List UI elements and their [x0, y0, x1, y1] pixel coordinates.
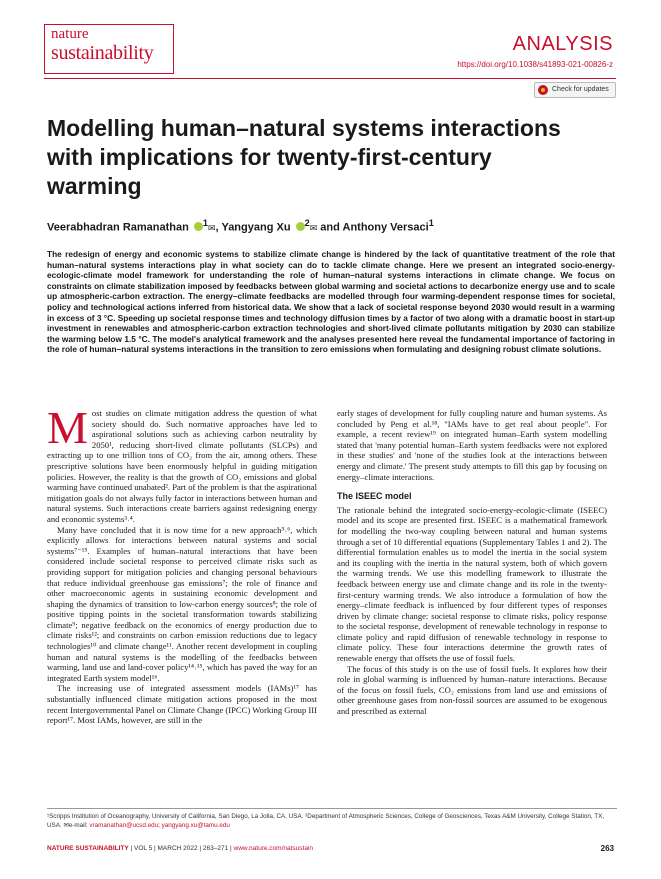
email-icon[interactable]: ✉: [208, 222, 216, 233]
abstract: The redesign of energy and economic systems to stabilize climate change is hindered by the lack of quantitative treatment of the role that human–natural systems interactions play in what society can do to tackle climate change. Here we present an integrated socio-energy-ecologic-climate model framework for understanding the role of human–natural systems interactions in climate change. We focus on constraints on climate stabilization imposed by feedbacks between global warming and societal actions to decarbonize energy use and to scale up atmospheric-carbon extraction. The energy–climate feedbacks are modelled through four warming-dependent response times for societal, policy and technological actions inferred from historical data. We show that a lack of societal response beyond 2030 would result in a warming in excess of 3 °C. Speeding up societal response times and technology diffusion times by a factor of two along with a dramatic boost in start-up investment in renewables and atmospheric-carbon extraction technologies and short-lived climate pollutants mitigation by 2030 can stabilize the warming below 1.5 °C. The model's analytical framework and the analyses presented here reveal the fundamental importance of factoring in the role of human–natural systems interactions in the transition to zero emissions when formulating and designing robust climate solutions.: [47, 249, 615, 355]
crossmark-icon: [538, 85, 548, 95]
section-heading: The ISEEC model: [337, 491, 412, 502]
email-icon[interactable]: ✉: [309, 222, 318, 233]
check-for-updates-label: Check for updates: [552, 86, 609, 93]
check-for-updates-button[interactable]: [534, 82, 616, 98]
paragraph-text: ost studies on climate mitigation address the question of what society should do. Such normative approaches have led to aspirational solutions such as achieving carbon neutrality by 2050¹, reducing short-lived climate pollutants (SLCPs) and extracting up to one trillion tons of CO₂ from the air, among others. These prescriptive solutions have been enormously helpful in guiding mitigation policies. However, the reality is that the growth of CO₂ emissions and global warming have continued unabated². Part of the problem is that the aspirational mitigation goals do not always fully factor in interactions between human and natural systems. Such interactions create barriers against redesigning energy and economic systems³˒⁴.: [47, 408, 317, 524]
body-paragraph: The focus of this study is on the use of fossil fuels. It explores how their role in global warming is influenced by human–nature interactions. Because of the focus on fossil fuels, CO₂ emissions from land use and emissions of other greenhouse gases from non-fossil sources are assumed to be exogenous and prescribed as external: [337, 663, 607, 717]
page-footer: [47, 845, 313, 852]
author-name[interactable]: and Anthony Versaci: [317, 221, 429, 234]
body-column-left: [47, 402, 317, 726]
body-paragraph: [47, 402, 317, 525]
page-number: 263: [600, 844, 614, 853]
header-divider: [44, 78, 616, 79]
email-separator: ;: [158, 822, 162, 829]
footer-issue: | VOL 5 | MARCH 2022 | 263–271 |: [128, 845, 234, 852]
drop-cap: M: [47, 402, 88, 453]
affiliation-marker: 1: [428, 218, 434, 228]
author-name[interactable]: Veerabhadran Ramanathan: [47, 221, 189, 234]
affiliations-footnote: [47, 812, 617, 830]
journal-logo: [44, 24, 174, 74]
email-link[interactable]: yangyang.xu@tamu.edu: [161, 822, 230, 829]
affiliation-marker: 2: [304, 218, 310, 228]
author-list: [47, 218, 434, 234]
body-paragraph: The increasing use of integrated assessment models (IAMs)¹⁷ has substantially influenced climate mitigation actions proposed in the most recent Intergovernmental Panel on Climate Change (IPCC) Working Group III report¹⁷. Most IAMs, however, are still in the: [47, 683, 317, 726]
body-paragraph: The rationale behind the integrated socio-energy-ecologic-climate (ISEEC) model and its scope are presented first. ISEEC is a mathematical framework for modelling the two-way coupling between natural and human systems through a set of 10 differential equations (Supplementary Tables 1 and 2). The differential formulation enables us to model the inertia in the social system and its coupling with the inertia in the natural system, both of which govern the warming trends. We use this modelling framework to illustrate the feedback between energy use and climate change and its role in the twenty-first-century warming trends. We also introduce a formulation of how the energy–climate feedback is influenced by four different types of responses driven by climate change: societal response to climate risks, policy response to the societal response, development of renewable technology in response to climate policy and rapid diffusion of renewable technology in response to climate policy. These four interactions determine the growth rates of renewable energy that offsets the use of fossil fuels.: [337, 504, 607, 664]
logo-line-sustainability: sustainability: [51, 42, 154, 64]
orcid-icon[interactable]: [194, 222, 203, 231]
body-paragraph: Many have concluded that it is now time for a new approach⁵˒⁶, which explicitly allows for interactions between natural systems and social systems⁷⁻¹⁵. Examples of human–natural interactions that have been considered include societal response to perceived climate risks such as providing support for mitigation policies and changing personal behaviours that reduce individual greenhouse gas emissions⁷; the role of finance and other macroeconomic agents in sustaining economic development and shaping the dynamics of transition to low-carbon energy sources⁸; the role of positive tipping points in the societal transformation towards stabilizing climate⁹; negative feedback on the economics of energy production due to climate risks¹²; and constraints on carbon emission reductions due to legacy technologies¹⁰ and climate change¹¹. Another recent development in coupling human and natural systems is the modelling of the feedbacks between warming, land use and land-cover policy¹⁴˒¹⁵, which has paved the way for an integrated Earth system model¹⁶.: [47, 524, 317, 683]
doi-link[interactable]: https://doi.org/10.1038/s41893-021-00826-z: [457, 60, 613, 69]
author-name[interactable]: , Yangyang Xu: [215, 221, 291, 234]
footer-journal-name: NATURE SUSTAINABILITY: [47, 845, 129, 852]
body-column-right: [337, 408, 607, 717]
footnote-divider: [47, 808, 617, 809]
affiliation-text: ¹Scripps Institution of Oceanography, University of California, San Diego, La Jolla, CA, USA. ²Department of Atmospheric Sciences, College of Geosciences, Texas A&M University, College Station, TX, USA. ✉e-mail:: [47, 813, 605, 829]
email-link[interactable]: vramanathan@ucsd.edu: [89, 822, 159, 829]
affiliation-marker: 1: [202, 218, 208, 228]
article-title: Modelling human–natural systems interactions with implications for twenty-first-century warming: [47, 115, 561, 199]
section-label: ANALYSIS: [512, 33, 613, 55]
logo-line-nature: nature: [51, 26, 89, 42]
body-paragraph: early stages of development for fully coupling nature and human systems. As concluded by Peng et al.¹⁸, "IAMs have to get real about people". For example, a recent review¹⁹ on integrated human–Earth system modelling stated that 'many potential human–Earth system feedbacks were not explored in these studies' and 'none of the studies look at the interactions between energy and climate.' The present study attempts to fill this gap by focusing on energy–climate interactions.: [337, 408, 607, 482]
footer-url[interactable]: www.nature.com/natsustain: [233, 845, 314, 852]
orcid-icon[interactable]: [296, 222, 305, 231]
